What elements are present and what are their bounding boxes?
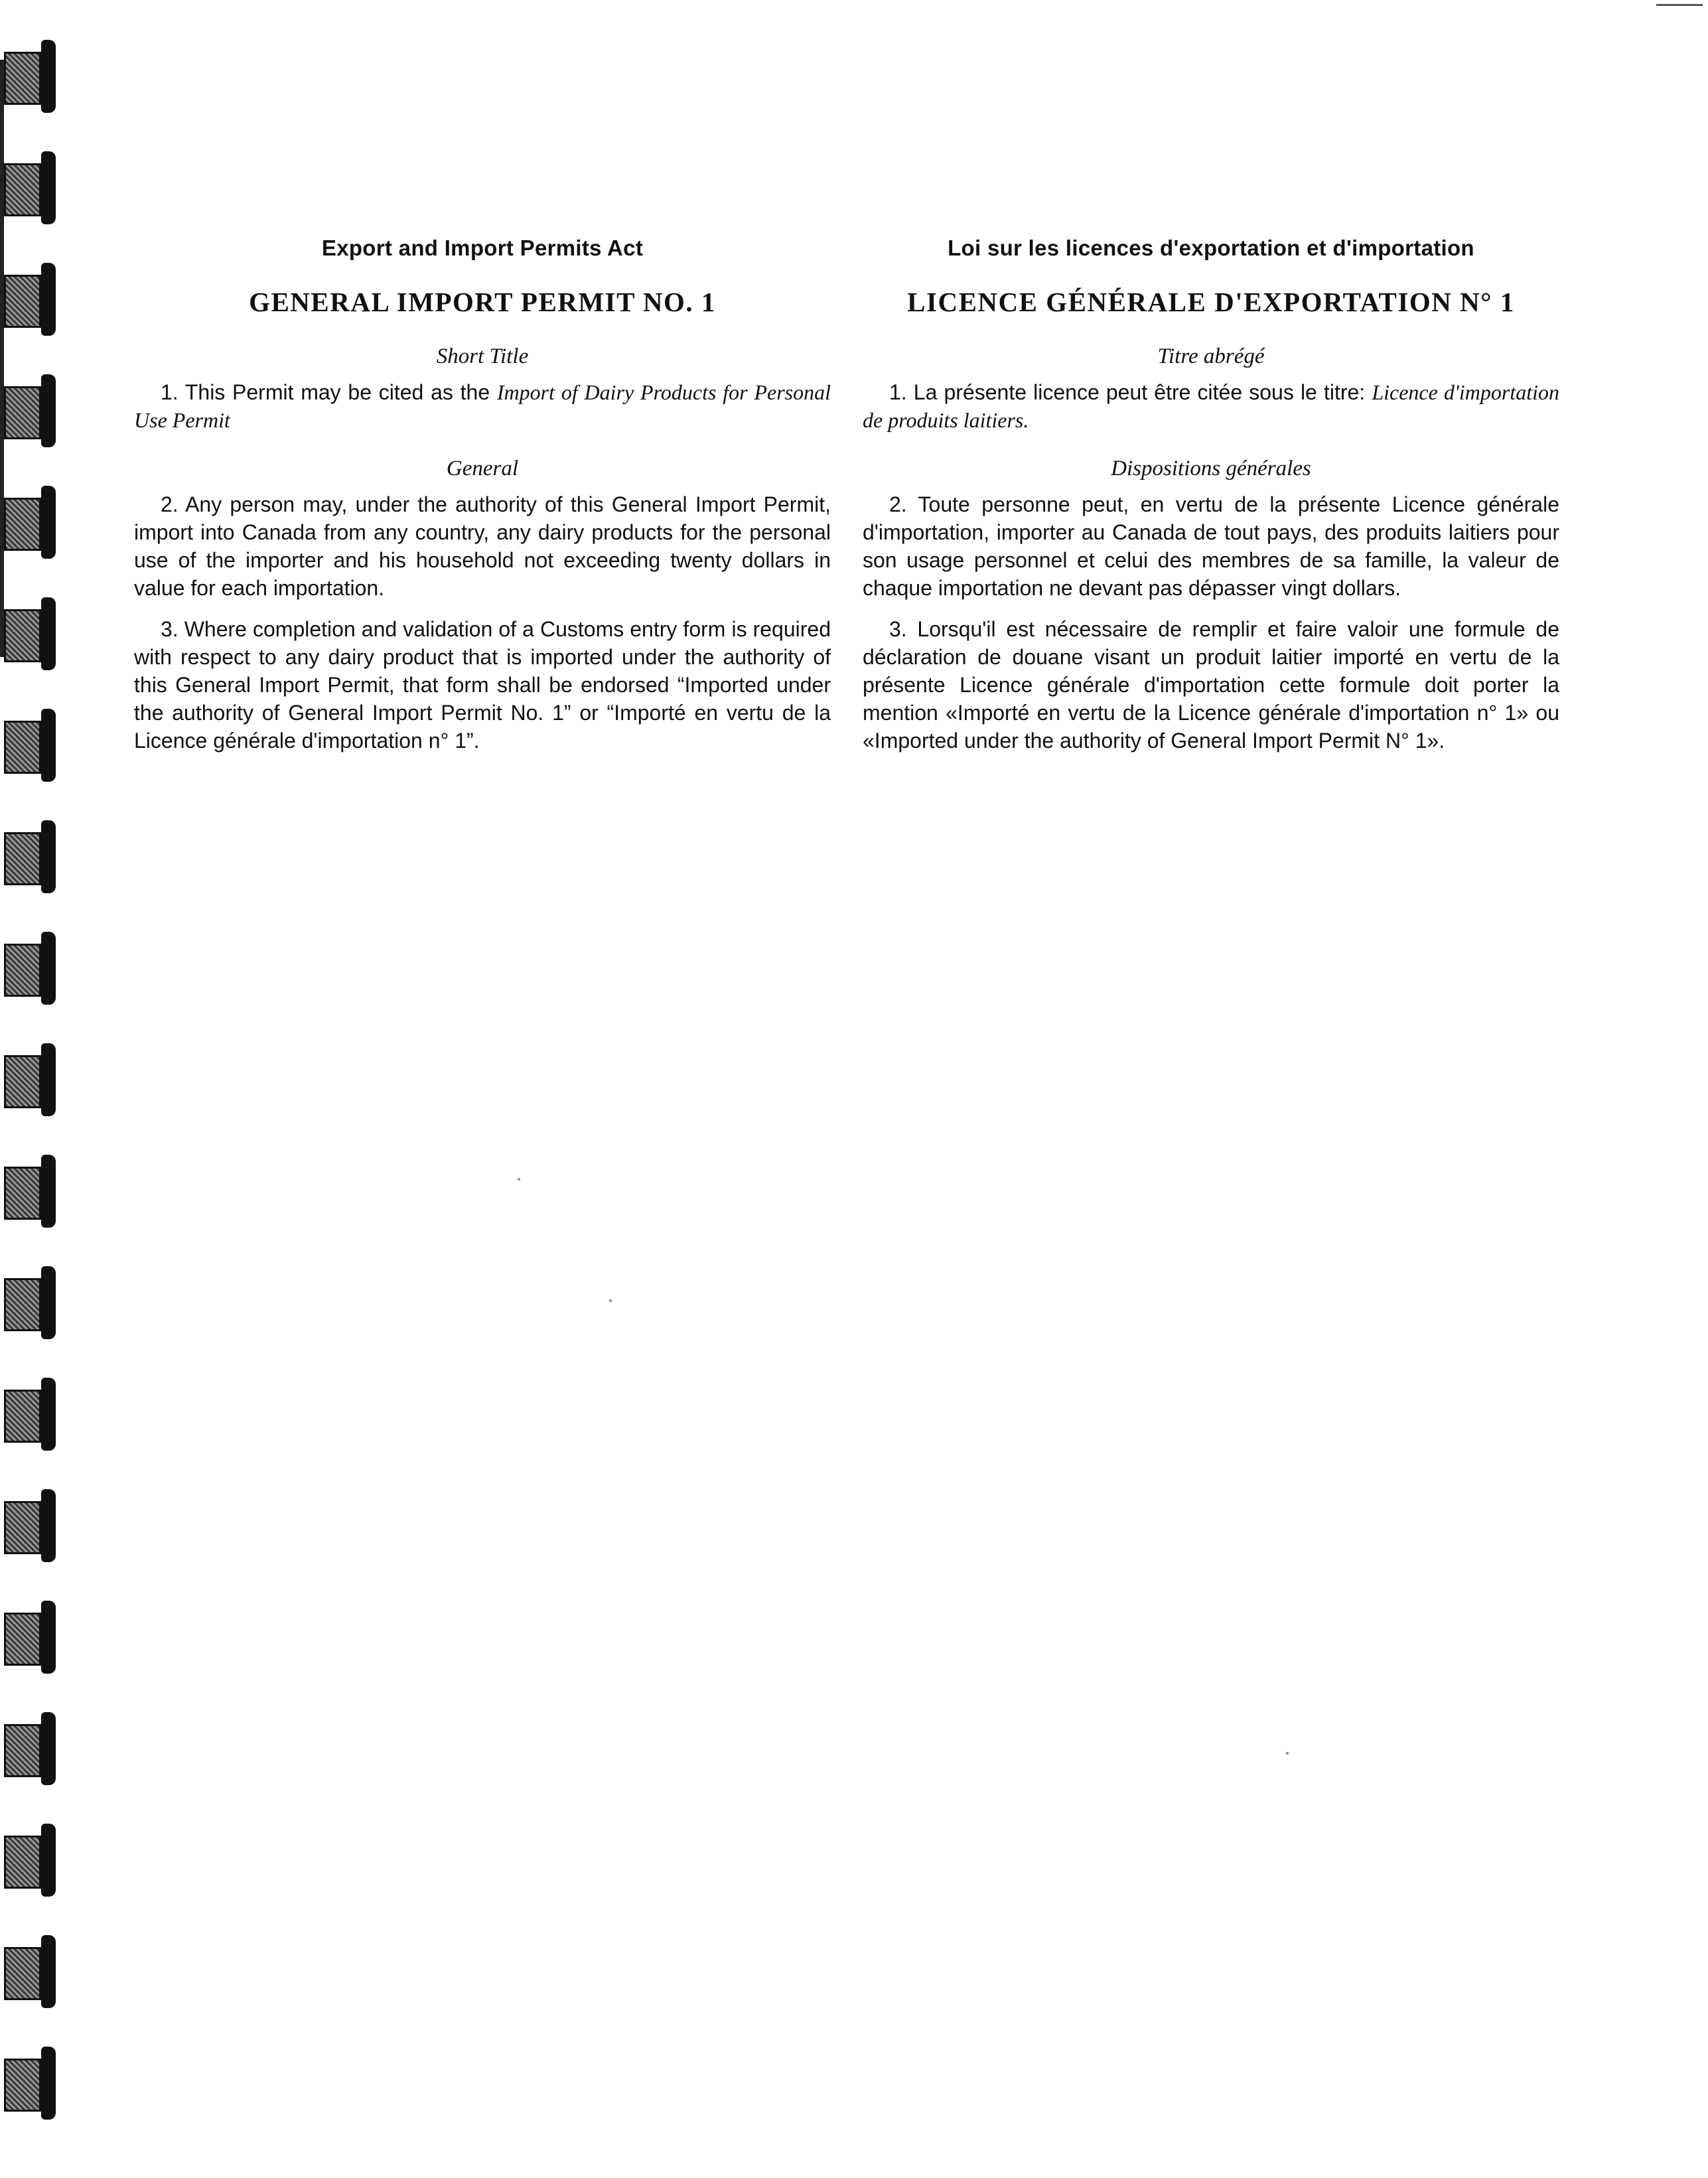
binding-hole: [4, 721, 41, 774]
french-column: [863, 236, 1559, 768]
binding-hole: [4, 1724, 41, 1777]
general-heading-fr: Dispositions générales: [1111, 457, 1311, 480]
binding-hole: [4, 1836, 41, 1889]
binding-coil: [41, 2047, 56, 2120]
binding-ring: [0, 1712, 64, 1785]
general-heading-en: General: [446, 457, 519, 480]
binding-coil: [41, 1155, 56, 1228]
short-title-heading-fr: Titre abrégé: [1157, 344, 1265, 368]
binding-coil: [41, 263, 56, 336]
binding-hole: [4, 163, 41, 216]
binding-hole: [4, 944, 41, 997]
binding-ring: [0, 932, 64, 1005]
paragraph-1-fr: [863, 378, 1559, 434]
binding-hole: [4, 275, 41, 328]
scan-speck: [1286, 1752, 1289, 1755]
binding-ring: [0, 820, 64, 893]
binding-coil: [41, 374, 56, 447]
spiral-binding: [0, 40, 73, 2177]
binding-ring: [0, 1489, 64, 1562]
binding-hole: [4, 1501, 41, 1554]
binding-edge-line: [0, 60, 4, 657]
binding-ring: [0, 263, 64, 336]
permit-title-fr: LICENCE GÉNÉRALE D'EXPORTATION N° 1: [907, 287, 1515, 317]
corner-scan-mark: [1656, 4, 1703, 19]
binding-hole: [4, 1278, 41, 1331]
paragraph-2-fr: 2. Toute personne peut, en vertu de la présente Licence générale d'importation, importer au Canada de tout pays, des produits laitiers pour son usage personnel et celui des membres de sa famille, la valeur de chaque importation ne devant pas dépasser vingt dollars.: [863, 492, 1559, 600]
binding-coil: [41, 1489, 56, 1562]
binding-hole: [4, 2059, 41, 2112]
binding-hole: [4, 1947, 41, 2000]
binding-coil: [41, 1935, 56, 2008]
binding-hole: [4, 1390, 41, 1443]
act-title-fr: Loi sur les licences d'exportation et d'importation: [948, 236, 1474, 260]
scan-speck: [518, 1178, 520, 1181]
binding-ring: [0, 40, 64, 113]
binding-ring: [0, 2047, 64, 2120]
binding-ring: [0, 1155, 64, 1228]
binding-ring: [0, 486, 64, 559]
binding-ring: [0, 1266, 64, 1339]
binding-coil: [41, 1266, 56, 1339]
paragraph-1-en-italic: Import of Dairy Products for Personal Use Permit: [134, 380, 831, 432]
binding-coil: [41, 151, 56, 224]
binding-hole: [4, 832, 41, 885]
paragraph-2-en: 2. Any person may, under the authority of this General Import Permit, import into Canada from any country, any dairy products for the personal use of the importer and his household not exceeding twenty dollars in value for each importation.: [134, 492, 831, 600]
paragraph-1-en: [134, 378, 831, 434]
paragraph-1-en-text: 1. This Permit may be cited as the: [161, 380, 497, 404]
binding-hole: [4, 386, 41, 439]
binding-ring: [0, 374, 64, 447]
binding-ring: [0, 151, 64, 224]
binding-hole: [4, 1613, 41, 1666]
binding-ring: [0, 1043, 64, 1116]
binding-coil: [41, 709, 56, 782]
binding-hole: [4, 1055, 41, 1108]
binding-hole: [4, 498, 41, 551]
binding-ring: [0, 1935, 64, 2008]
binding-hole: [4, 609, 41, 662]
paragraph-3-en: 3. Where completion and validation of a Customs entry form is required with respect to any dairy product that is imported under the authority of this General Import Permit, that form shall be endorsed “Imported under the authority of General Import Permit No. 1” or “Importé en vertu de la Licence générale d'importation n° 1”.: [134, 617, 831, 753]
short-title-heading-en: Short Title: [436, 344, 529, 368]
binding-coil: [41, 1043, 56, 1116]
paragraph-1-fr-text: 1. La présente licence peut être citée sous le titre:: [889, 380, 1372, 404]
permit-title-en: GENERAL IMPORT PERMIT NO. 1: [249, 287, 716, 317]
binding-coil: [41, 597, 56, 670]
binding-coil: [41, 486, 56, 559]
binding-coil: [41, 1824, 56, 1897]
english-column: [134, 236, 831, 768]
binding-ring: [0, 1601, 64, 1674]
binding-coil: [41, 1378, 56, 1451]
binding-hole: [4, 1167, 41, 1220]
binding-coil: [41, 40, 56, 113]
binding-coil: [41, 932, 56, 1005]
scan-speck: [609, 1299, 612, 1302]
binding-hole: [4, 52, 41, 105]
paragraph-3-fr: 3. Lorsqu'il est nécessaire de remplir et faire valoir une formule de déclaration de douane visant un produit laitier importé en vertu de la présente Licence générale d'importation cette formule doit porter la mention «Importé en vertu de la Licence générale d'importation n° 1» ou «Imported under the authority of General Import Permit N° 1».: [863, 617, 1559, 753]
binding-coil: [41, 820, 56, 893]
act-title-en: Export and Import Permits Act: [321, 236, 644, 260]
binding-ring: [0, 1378, 64, 1451]
binding-coil: [41, 1712, 56, 1785]
binding-ring: [0, 597, 64, 670]
binding-coil: [41, 1601, 56, 1674]
binding-ring: [0, 709, 64, 782]
binding-ring: [0, 1824, 64, 1897]
paragraph-1-fr-italic: Licence d'importation de produits laitiers.: [863, 380, 1560, 432]
